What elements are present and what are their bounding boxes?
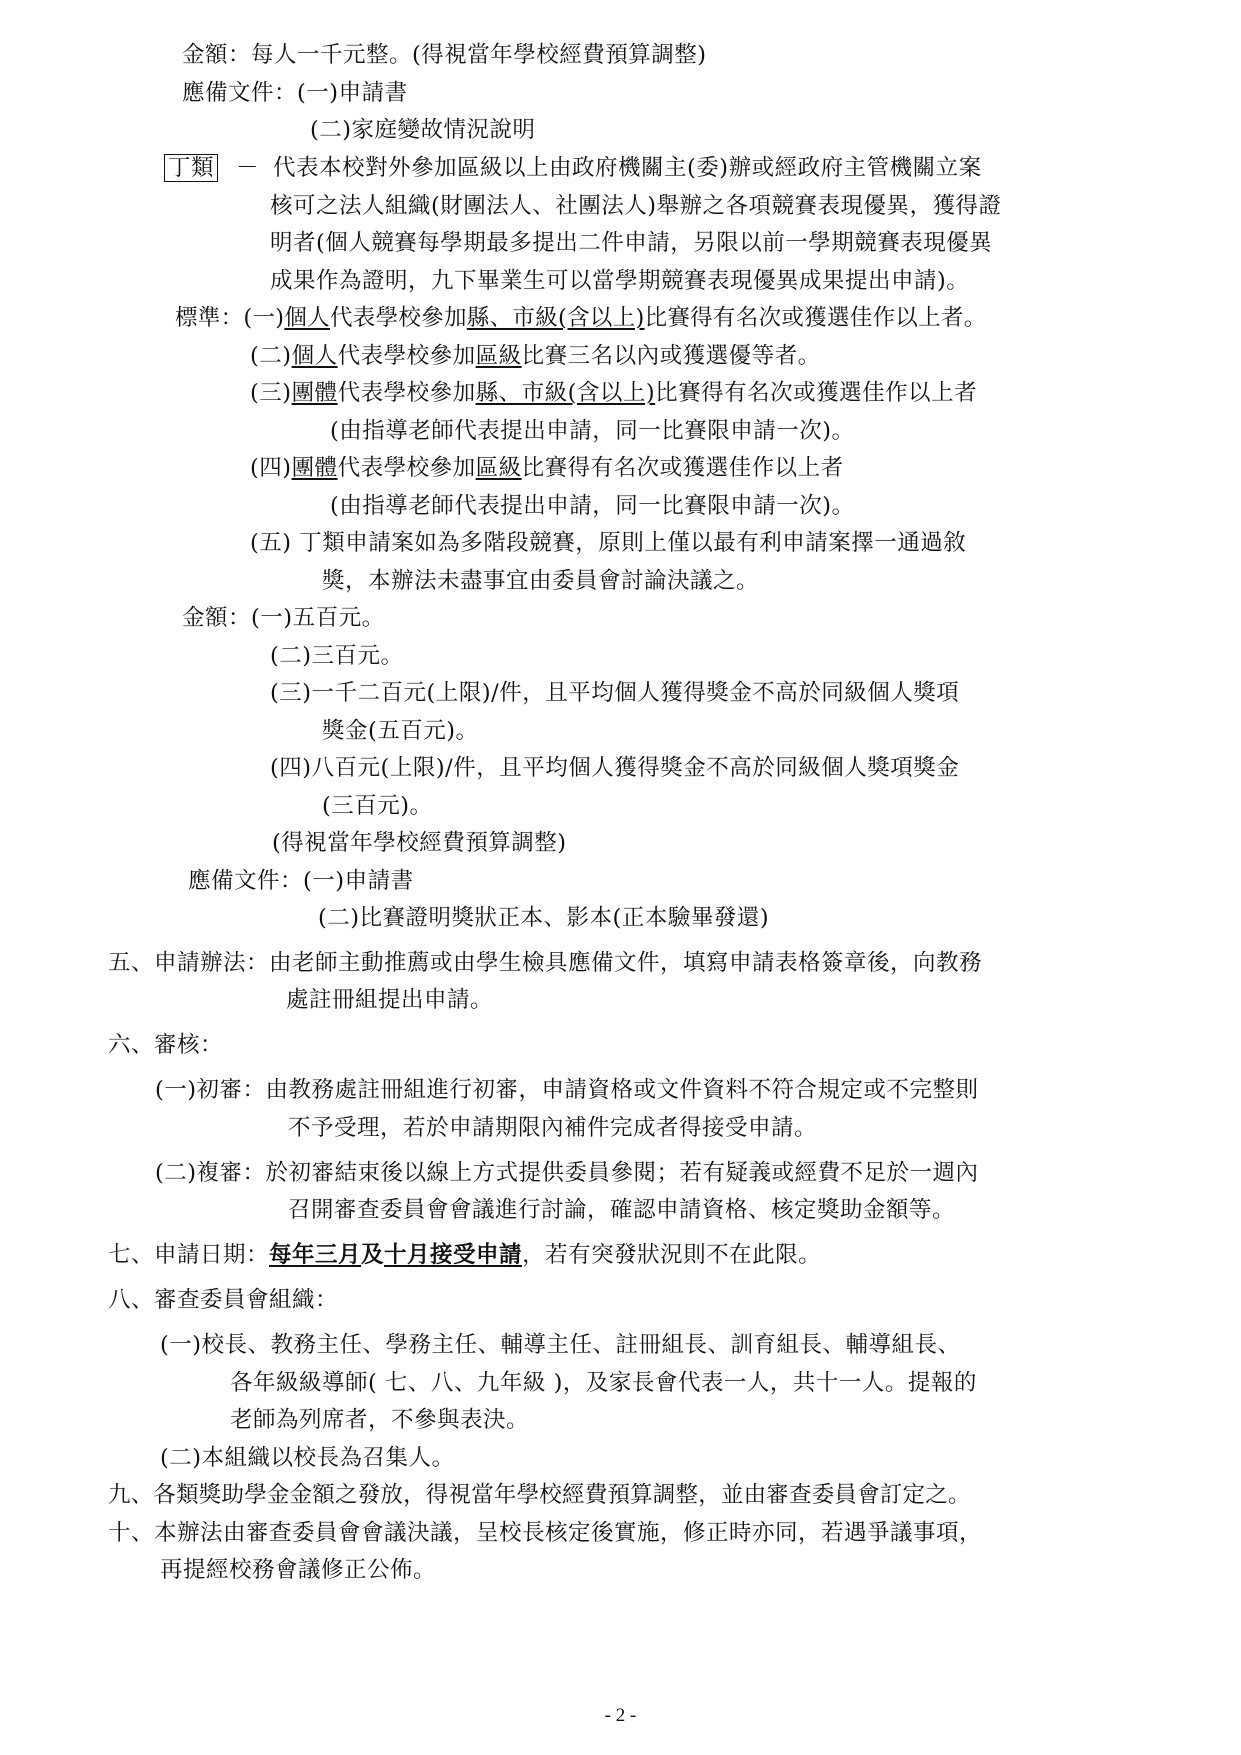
d-docs-label: 應備文件：: [188, 868, 304, 894]
d-amount-3: (三)一千二百元(上限)/件，且平均個人獲得獎金不高於同級個人獎項: [270, 680, 960, 706]
c-docs-label: 應備文件：: [182, 80, 298, 106]
c4-prefix: (四): [250, 455, 292, 481]
c2-s2: 代表學校參加: [337, 343, 476, 369]
d-doc1: (一)申請書: [303, 868, 414, 894]
s5-line2: 處註冊組提出申請。: [286, 987, 494, 1013]
d-criteria-4: [250, 453, 844, 483]
c3-s1: 團體: [291, 380, 338, 406]
s7-bold-2: 十月接受申請: [384, 1242, 523, 1268]
c4-note: (由指導老師代表提出申請，同一比賽限申請一次)。: [330, 493, 855, 519]
s8-item2: (二)本組織以校長為召集人。: [160, 1445, 455, 1471]
c-doc2: (二)家庭變故情況說明: [310, 117, 536, 143]
d-amount-item: (一)五百元。: [251, 605, 385, 631]
s5-line1: 五、申請辦法：由老師主動推薦或由學生檢具應備文件，填寫申請表格簽章後，向教務: [108, 950, 983, 976]
s7-and: 及: [361, 1242, 385, 1268]
d-amount-2: (二)三百元。: [270, 643, 404, 669]
c4-s3: 區級: [475, 455, 522, 481]
c1-s4: 比賽得有名次或獲選佳作以上者。: [644, 305, 987, 331]
d-amount-4b: (三百元)。: [322, 793, 433, 819]
d-criteria-2: [250, 341, 821, 371]
s7-rest: ，若有突發狀況則不在此限。: [522, 1242, 822, 1268]
c2-s3: 區級: [475, 343, 522, 369]
d-docs: [188, 866, 414, 896]
s10-line1: 十、本辦法由審查委員會會議決議，呈校長核定後實施，修正時亦同，若遇爭議事項，: [108, 1520, 983, 1546]
d-header: [164, 153, 982, 183]
s6-first-1: (一)初審：由教務處註冊組進行初審，申請資格或文件資料不符合規定或不完整則: [155, 1077, 979, 1103]
c3-s3: 縣、市級(含以上): [475, 380, 656, 406]
d-desc-2: 核可之法人組織(財團法人、社團法人)舉辦之各項競賽表現優異，獲得證: [270, 193, 1002, 219]
s6-second-1: (二)複審：於初審結束後以線上方式提供委員參閱；若有疑義或經費不足於一週內: [155, 1160, 979, 1186]
d-amount-label: 金額：: [182, 605, 252, 631]
d-desc-1: 代表本校對外參加區級以上由政府機關主(委)辦或經政府主管機關立案: [273, 155, 982, 181]
c4-s4: 比賽得有名次或獲選佳作以上者: [521, 455, 844, 481]
d-criteria-label: 標準：: [175, 305, 244, 331]
d-desc-3: 明者(個人競賽每學期最多提出二件申請，另限以前一學期競賽表現優異: [270, 230, 993, 256]
d-criteria-3: [250, 378, 977, 408]
s8-item1-1: (一)校長、教務主任、學務主任、輔導主任、註冊組長、訓育組長、輔導組長、: [160, 1332, 961, 1358]
d-tag: 丁類: [164, 154, 218, 182]
c2-s4: 比賽三名以內或獲選優等者。: [521, 343, 821, 369]
c5-line1: (五) 丁類申請案如為多階段競賽，原則上僅以最有利申請案擇一通過敘: [250, 530, 967, 556]
s8-item1-2: 各年級級導師( 七、八、九年級 )，及家長會代表一人，共十一人。提報的: [230, 1370, 977, 1396]
c1-s3: 縣、市級(含以上): [466, 305, 645, 331]
c4-s2: 代表學校參加: [337, 455, 476, 481]
c1-s2: 代表學校參加: [329, 305, 467, 331]
s8-item1-3: 老師為列席者，不參與表決。: [230, 1407, 530, 1433]
c5-line2: 獎，本辦法未盡事宜由委員會討論決議之。: [322, 568, 760, 594]
d-criteria-1: [175, 303, 987, 333]
s8-title: 八、審查委員會組織：: [108, 1287, 339, 1313]
c2-prefix: (二): [250, 343, 292, 369]
c1-s1: 個人: [284, 305, 330, 331]
s7-label: 七、申請日期：: [108, 1242, 270, 1268]
s9: 九、各類獎助學金金額之發放，得視當年學校經費預算調整，並由審查委員會訂定之。: [108, 1482, 971, 1508]
c2-s1: 個人: [291, 343, 338, 369]
c3-prefix: (三): [250, 380, 292, 406]
c1-prefix: (一): [243, 305, 285, 331]
c3-s4: 比賽得有名次或獲選佳作以上者: [655, 380, 978, 406]
d-amount-1: [182, 603, 385, 633]
s6-first-2: 不予受理，若於申請期限內補件完成者得接受申請。: [288, 1115, 818, 1141]
page-number: - 2 -: [604, 1705, 637, 1726]
d-amount-3b: 獎金(五百元)。: [322, 718, 479, 744]
d-desc-4: 成果作為證明，九下畢業生可以當學期競賽表現優異成果提出申請)。: [270, 268, 970, 294]
s7: [108, 1240, 821, 1270]
c3-note: (由指導老師代表提出申請，同一比賽限申請一次)。: [330, 418, 855, 444]
d-doc2: (二)比賽證明獎狀正本、影本(正本驗畢發還): [318, 905, 770, 931]
d-amount-4: (四)八百元(上限)/件，且平均個人獲得獎金不高於同級個人獎項獎金: [270, 755, 960, 781]
s10-line2: 再提經校務會議修正公佈。: [160, 1557, 437, 1583]
c-amount: 金額：每人一千元整。(得視當年學校經費預算調整): [182, 42, 707, 68]
c3-s2: 代表學校參加: [337, 380, 476, 406]
c4-s1: 團體: [291, 455, 338, 481]
s7-bold-1: 每年三月: [269, 1242, 362, 1268]
d-amount-note: (得視當年學校經費預算調整): [272, 830, 567, 856]
s6-title: 六、審核：: [108, 1032, 224, 1058]
c-docs: [182, 78, 408, 108]
d-dash: －: [236, 155, 260, 181]
s6-second-2: 召開審查委員會會議進行討論，確認申請資格、核定獎助金額等。: [288, 1197, 956, 1223]
c-doc1: (一)申請書: [297, 80, 408, 106]
